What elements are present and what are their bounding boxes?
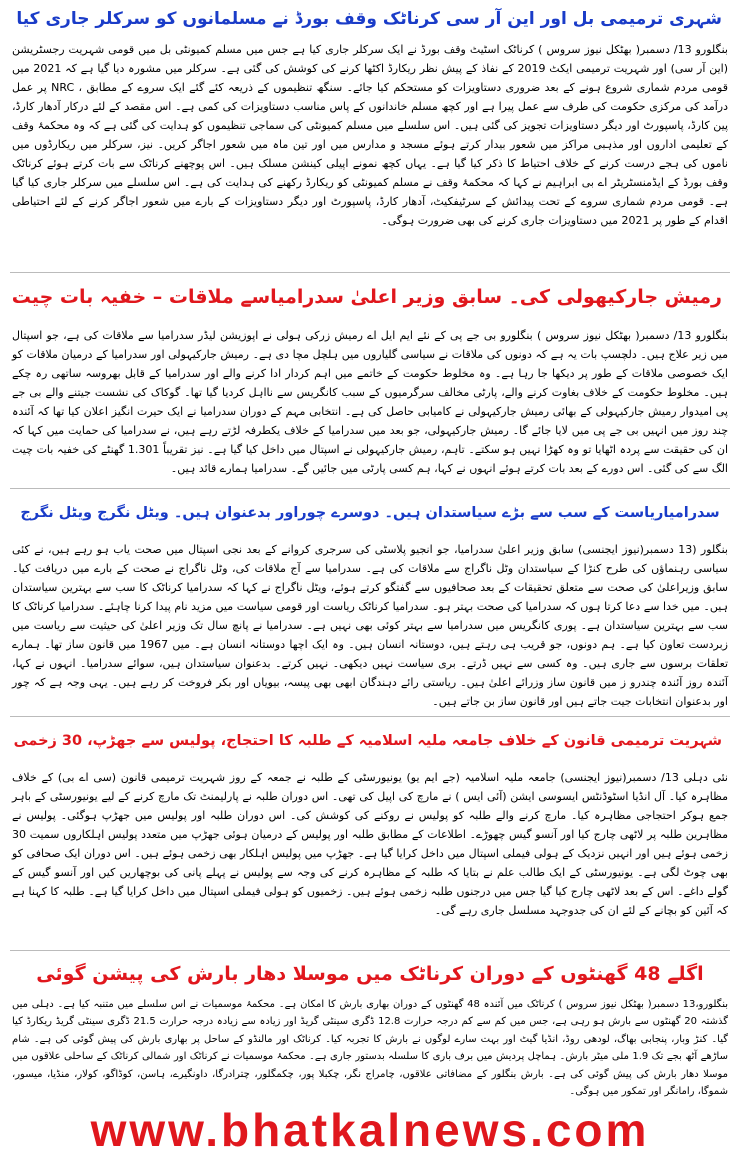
article-5-body: بنگلورو،13 دسمبر( بھٹکل نیوز سروس ) کرناٹک میں آئندہ 48 گھنٹوں کے دوران بھاری بارش کا امکان ہے۔ محکمۂ موسمیات نے اس سلسلے میں متنبہ کیا ہے۔ دہلی میں گذشتہ 20 گھنٹوں سے بارش ہو رہی ہے، جس میں کم سے کم درجہ حرارت 12.8 ڈگری سینٹی گریڈ اور زیادہ سے زیادہ درجہ حرارت 21.5 ڈگری سینٹی گریڈ ریکارڈ کیا گیا۔ کنڑ وبار، پنجابی بھاگ، لودھی روڈ، انڈیا گیٹ اور بہت سارے لوگوں نے بارش کا تجربہ کیا۔ کرناٹک اور مالنڈو کے ساحل پر بھاری بارش کی پیش گوئی کی ہے۔ شام ساڑھے آٹھ بجے تک 1.9 ملی میٹر بارش۔ ہماچل پردیش میں برف باری کا سلسلہ بدستور جاری ہے۔ محکمۂ موسمیات نے کرناٹک اور شمالی کرناٹک کے ساحلی علاقوں میں موسلا دھار بارش کی پیش گوئی کی ہے۔ بارش بنگلور کے مضافاتی علاقوں، چامراج نگر، چکبلا پور، چکمگلور، چترادرگا، داونگیرے، ہاسن، کوڈاگو، کولار، منڈیا، میسور، شموگا، رامانگر اور تمکور میں ہوگی۔ (12, 999, 729, 1098)
article-2-body: بنگلورو 13/ دسمبر( بھٹکل نیوز سروس ) بنگلورو بی جے پی کے نئے ایم ایل اے رمیش زرکی ہولی نے اپوزیشن لیڈر سدرامیا سے ملاقات کی ہے، جو اسپتال میں زیر علاج ہیں۔ دلچسپ بات یہ ہے کہ دونوں کی ملاقات نے سیاسی گلیاروں میں ہلچل مچا دی ہے۔ رمیش جارکیہولی اور سدرامیا کے درمیان ملاقات کو ایک خصوصی ملاقات کے طور پر دیکھا جا رہا ہے۔ وہ مخلوط حکومت کے خاتمے میں اہم کردار ادا کرنے والے اور سدرامیا کے قابل بھروسہ ساتھی رہ چکے ہیں۔ مخلوط حکومت کے خلاف بغاوت کرنے والے، پارٹی مخالف سرگرمیوں کے سبب کانگریس سے نااہل کردیا گیا تھا۔ گوکاک کی نشست جیتنے والے بی جے پی امیدوار رمیش جارکیہولی کے بھائی رمیش جارکیہولی نے کامیابی حاصل کی ہے۔ انتخابی مہم کے دوران سدرامیا نے ایک حیرت انگیز اعلان کیا تھا کہ آئندہ چند روز میں انہیں بی جے پی میں لایا جائے گا۔ رمیش جارکیہولی، جو بعد میں سدرامیا کے خلاف یکطرفہ لڑتے رہے ہیں، نے سدرامیا کی حمایت میں کہا کہ ان کی حقیقت سے پردہ اٹھایا تو وہ کھڑا نہیں ہو سکتے۔ تاہم، رمیش جارکیہولی نے اسپتال میں داخل کیا گیا ہے۔ نیز تقریباً 1.301 گھنٹے کی خفیہ بات چیت الگ سے کی گئی۔ اس دورے کے بعد بات کرتے ہوئے انہوں نے کہا، ہم کسی پارٹی میں جائیں گے۔ سدرامیا ہمارے قائد ہیں۔ (12, 329, 728, 475)
divider (10, 488, 730, 489)
article-1-body: بنگلورو 13/ دسمبر( بھٹکل نیوز سروس ) کرناٹک اسٹیٹ وقف بورڈ نے ایک سرکلر جاری کیا ہے جس میں مسلم کمیونٹی بل میں قومی شہریت رجسٹریشن (این آر سی) اور شہریت ترمیمی ایکٹ 2019 کے نفاذ کے پیش نظر ریکارڈ اکٹھا کرنے کی کوشش کی گئی ہے۔ سرکلر میں مشورہ دیا گیا ہے کہ 2021 میں قومی مردم شماری شروع ہونے کے بعد ضروری دستاویزات کو مستحکم کیا جائے۔ سنگھ تنظیموں کے ذریعہ کئے گئے ایک سروے کے مطابق ، NRC پر عمل درآمد کی مرکزی حکومت کی طرف سے عمل پیرا ہے اور کچھ مسلم خاندانوں کے پاس مناسب دستاویزات کی کمی ہے۔ اس مقصد کے لئے درکار آدھار کارڈ، پین کارڈ، پاسپورٹ اور دیگر دستاویزات تجویز کی گئی ہیں۔ اس سلسلے میں مسلم کمیونٹی کی سماجی تنظیموں کو ہدایت کی گئی ہے کہ وہ محکمۂ وقف کے تعلیمی اداروں اور مذہبی مراکز میں شعور بیدار کرتے ہوئے مسجد و مدارس میں اور تین ماہ میں شعور اجاگر کریں۔ نیز، سرکلر میں ریکارڈوں میں ناموں کی ہجے درست کرنے کے خلاف احتیاط کا ذکر کیا گیا ہے۔ یہاں کچھ نمونے اپیلی کینشن مسلک ہیں۔ اس پوچھنے کرناٹک سے بات کرتے ہوئے کرناٹک وقف بورڈ کے ایڈمنسٹریٹر اے بی ابراہیم نے کہا کہ محکمۂ وقف نے مسلم کمیونٹی کو ریکارڈ رکھنے کی ہدایت کی ہے۔ اس سلسلے میں سرکلر جاری کیا گیا ہے۔ قومی مردم شماری سروے کے تحت پیدائش کے سرٹیفکیٹ، آدھار کارڈ، پاسپورٹ اور دیگر دستاویزات کے بارے میں شعور اجاگر کرنے کے لئے احتیاطی اقدام کے طور پر 2021 میں دستاویزات جاری کرنے کی بھی ضرورت ہوگی۔ (12, 43, 728, 227)
article-3-body: بنگلور (13 دسمبر(نیوز ایجنسی) سابق وزیر اعلیٰ سدرامیا، جو انجیو پلاسٹی کی سرجری کروانے کے بعد نجی اسپتال میں صحت یاب ہو رہے ہیں، نے کئی سیاسی رہنماؤں کی طرح کنڑا کے سیاستدان وٹل ناگراج سے ملاقات کی ہے۔ سدرامیا سے آج ملاقات کی، وٹل ناگراج نے صحت کے بارے میں دریافت کیا۔ سابق وزیراعلیٰ کی صحت سے متعلق تحقیقات کے بعد صحافیوں سے گفتگو کرتے ہوئے، ویٹل ناگراج نے کہا کہ سدرامیا کرناٹک کا سب سے بہترین سیاستدان ہیں۔ میں خدا سے دعا کرتا ہوں کہ سدرامیا کی صحت بہتر ہو۔ سدرامیا کرناٹک ریاست اور قومی سیاست میں مزید نام پیدا کرنا چاہئے۔ سدرامیا کرناٹک کا سب سے بہترین سیاستدان ہے۔ پوری کانگریس میں سدرامیا سے بہتر کوئی بھی نہیں ہے۔ سدرامیا نے پانچ سال تک وزیر اعلیٰ کی حیثیت سے ریاست میں زبردست تعاون کیا ہے۔ ہم دونوں، جو قریب ہی رہتے ہیں، دوستانہ انسان ہیں۔ وہ ایک اچھا دوستانہ انسان ہے۔ میں 1967 میں قانون ساز تھا۔ ہمارے تعلقات برسوں سے جاری ہیں۔ وہ کسی سے نہیں ڈرتے۔ بری سیاست نہیں دیکھی۔ نہیں کرتے۔ بدعنوان سیاستدان ہیں، سوائے سدرامیا۔ انہوں نے کہا، آئندہ روز آئندہ چندرو ز میں قانون ساز وزرائے اعلیٰ ہیں۔ ریاستی رائے دہندگان ابھی بھی پیسہ، بیویاں اور بکر فروخت کر رہے ہیں۔ یہی وجہ ہے کہ چور اور بدعنوان انتخابات جیت جاتے ہیں اور قانون ساز بن جاتے ہیں۔ (12, 543, 728, 708)
article-5-headline: اگلے 48 گھنٹوں کے دوران کرناٹک میں موسلا دھار بارش کی پیشن گوئی (36, 963, 704, 985)
article-4-body: نئی دہلی 13/ دسمبر(نیوز ایجنسی) جامعہ ملیہ اسلامیہ (جے ایم یو) یونیورسٹی کے طلبہ نے جمعہ کے روز شہریت ترمیمی قانون (سی اے بی) کے خلاف مظاہرہ کیا۔ آل انڈیا اسٹوڈنٹس ایسوسی ایشن (آئی ایس ) نے مارچ کی اپیل کی تھی۔ اس دوران طلبہ نے پارلیمنٹ تک مارچ کرنے کے لیے یونیورسٹی کے باہر جمع ہوکر احتجاجی مظاہرہ کیا۔ مارچ کرنے والے طلبہ کو پولیس نے روکنے کی کوشش کی۔ اس دوران طلبہ اور پولیس میں جھڑپ ہوگئی۔ پولیس نے مظاہرین طلبہ پر لاٹھی چارج کیا اور آنسو گیس چھوڑے۔ اطلاعات کے مطابق طلبہ اور پولیس کے درمیان ہوئی جھڑپ میں متعدد پولیس اہلکاروں سمیت 30 زخمی ہوئے ہیں اور انہیں نزدیک کے ہولی فیملی اسپتال میں داخل کرایا گیا ہے۔ جھڑپ میں پولیس اہلکار بھی زخمی ہوئے ہیں۔ اس دوران ایک صحافی کو بھی چوٹ لگی ہے۔ یونیورسٹی کے ایک طالب علم نے بتایا کہ طلبہ کے مظاہرہ کرنے کی وجہ سے پولیس نے پہلے پانی کی بوچھاریں کیں اور آنسو گیس کے گولے داغے۔ اس کے بعد لاٹھی چارج کیا گیا جس میں درجنوں طلبہ زخمی ہوئے ہیں۔ زخمیوں کو ہولی فیملی اسپتال میں داخل کرایا گیا ہے۔ طلبہ کا کہنا ہے کہ آئین کو بچانے کے لئے ان کی جدوجہد مسلسل جاری رہے گی۔ (12, 771, 728, 917)
footer-site-url[interactable]: www.bhatkalnews.com (90, 1104, 650, 1156)
article-1-headline: شہری ترمیمی بل اور این آر سی کرناٹک وقف بورڈ نے مسلمانوں کو سرکلر جاری کیا (16, 9, 722, 29)
article-2-headline: رمیش جارکیھولی کی۔ سابق وزیر اعلیٰ سدرامیاسے ملاقات – خفیہ بات چیت (11, 286, 722, 308)
article-4-headline: شہریت ترمیمی قانون کے خلاف جامعہ ملیہ اسلامیہ کے طلبہ کا احتجاج، پولیس سے جھڑپ، 30 زخمی (13, 733, 722, 749)
footer-banner (0, 1104, 740, 1156)
divider (10, 950, 730, 951)
article-3-headline: سدرامیاریاست کے سب سے بڑے سیاستدان ہیں۔ دوسرے چوراور بدعنوان ہیں۔ ویٹل نگرج ویٹل نگرج (20, 505, 720, 521)
divider (10, 716, 730, 717)
divider (10, 272, 730, 273)
